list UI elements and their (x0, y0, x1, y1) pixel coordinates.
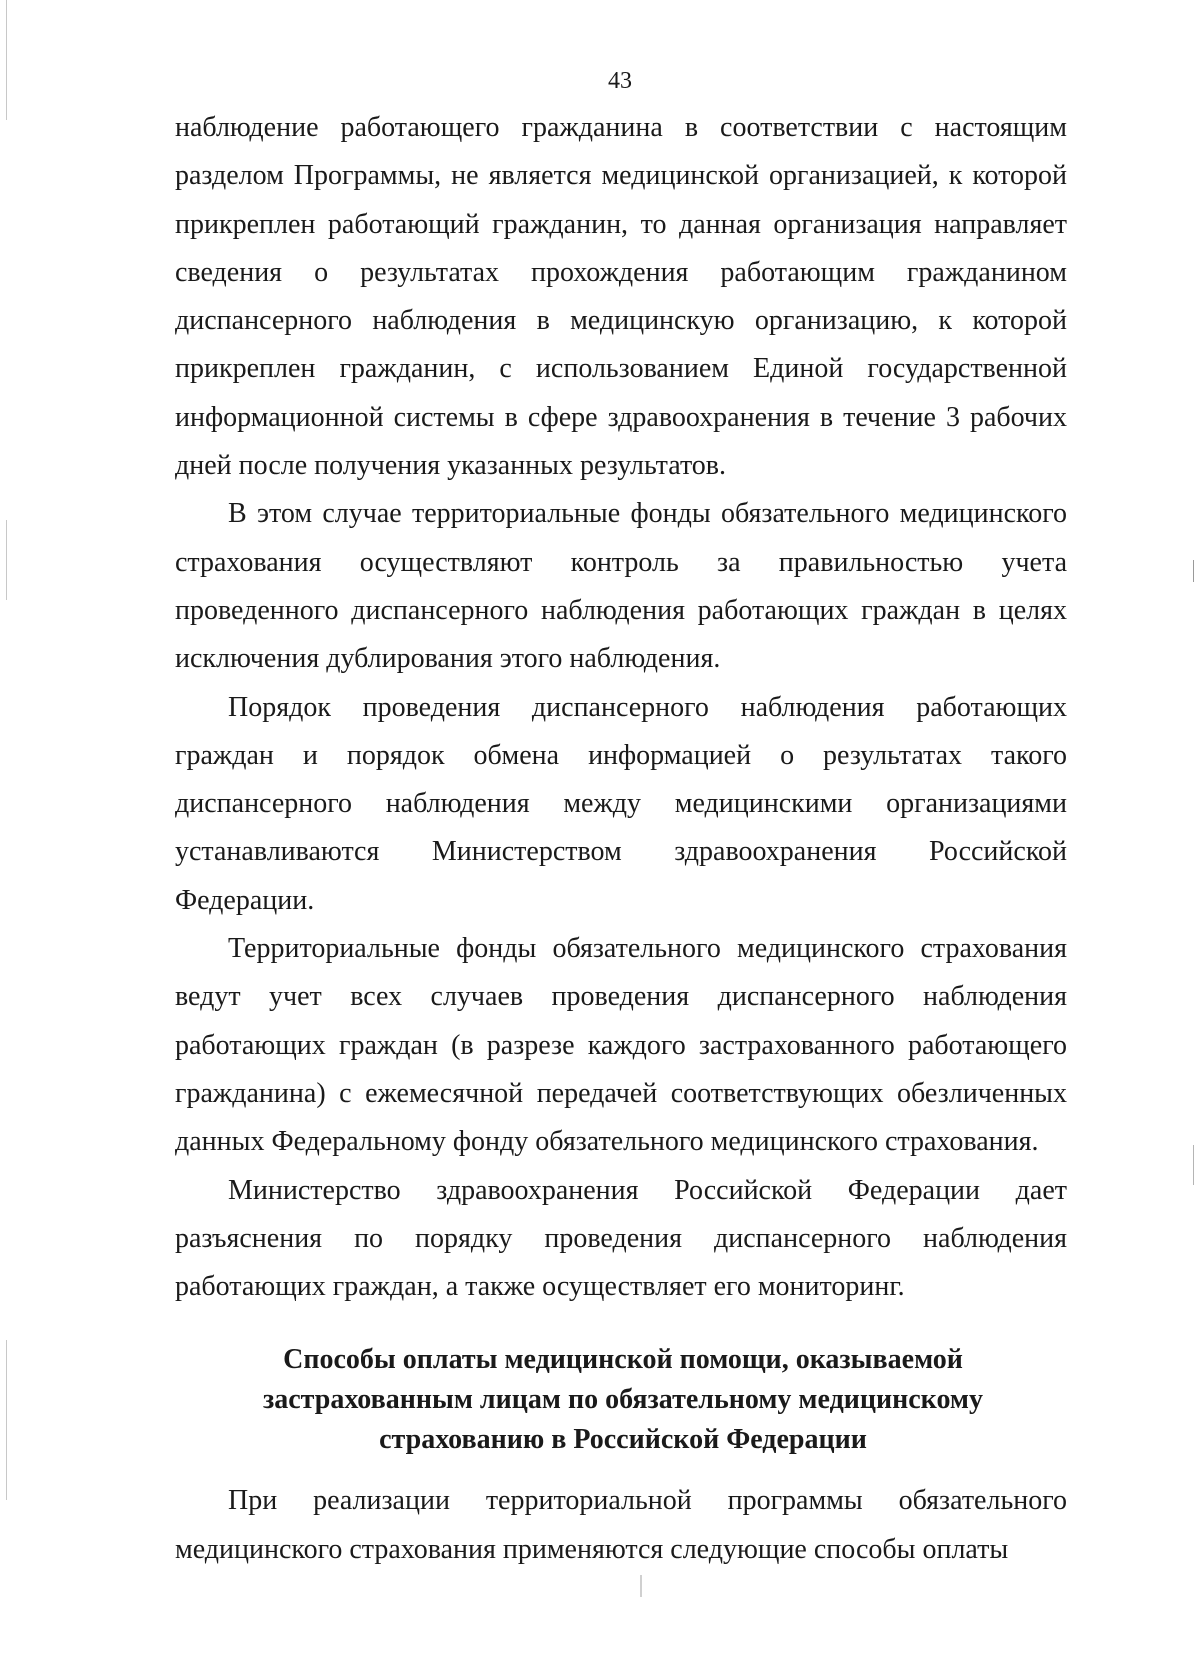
scan-edge-mark (6, 520, 7, 600)
scan-edge-mark (1193, 1145, 1194, 1185)
section-heading-line: Способы оплаты медицинской помощи, оказываемой (283, 1344, 963, 1376)
paragraph-procedure: Порядок проведения диспансерного наблюдения работающих граждан и порядок обмена информацией о результатах такого диспансерного наблюдения между медицинскими организациями устанавливаются Министерством здравоохранения Российской Федерации. (175, 691, 1067, 916)
scan-edge-mark (640, 1575, 642, 1597)
paragraph-continuation: наблюдение работающего гражданина в соответствии с настоящим разделом Программы, не является медицинской организацией, к которой прикреплен работающий гражданин, то данная организация направляет сведения о результатах прохождения работающим гражданином диспансерного наблюдения в медицинскую организацию, к которой прикреплен гражданин, с использованием Единой государственной информационной системы в сфере здравоохранения в течение 3 рабочих дней после получения указанных результатов. (175, 112, 1067, 482)
document-body (175, 104, 1067, 1574)
paragraph-payment-methods: При реализации территориальной программы обязательного медицинского страхования применяются следующие способы оплаты (175, 1485, 1067, 1565)
section-heading-line: страхованию в Российской Федерации (379, 1424, 867, 1456)
scan-edge-mark (6, 1340, 7, 1500)
paragraph-ministry: Министерство здравоохранения Российской Федерации дает разъяснения по порядку проведения диспансерного наблюдения работающих граждан, а также осуществляет его мониторинг. (175, 1174, 1067, 1303)
scan-edge-mark (1193, 560, 1194, 582)
scan-edge-mark (6, 0, 7, 120)
paragraph-accounting: Территориальные фонды обязательного медицинского страхования ведут учет всех случаев проведения диспансерного наблюдения работающих граждан (в разрезе каждого застрахованного работающего гражданина) с ежемесячной передачей соответствующих обезличенных данных Федеральному фонду обязательного медицинского страхования. (175, 933, 1067, 1158)
section-heading-line: застрахованным лицам по обязательному медицинскому (263, 1384, 983, 1416)
page-number: 43 (608, 68, 632, 94)
paragraph-control: В этом случае территориальные фонды обязательного медицинского страхования осуществляют контроль за правильностью учета проведенного диспансерного наблюдения работающих граждан в целях исключения дублирования этого наблюдения. (175, 498, 1067, 675)
section-heading (175, 1340, 1067, 1460)
